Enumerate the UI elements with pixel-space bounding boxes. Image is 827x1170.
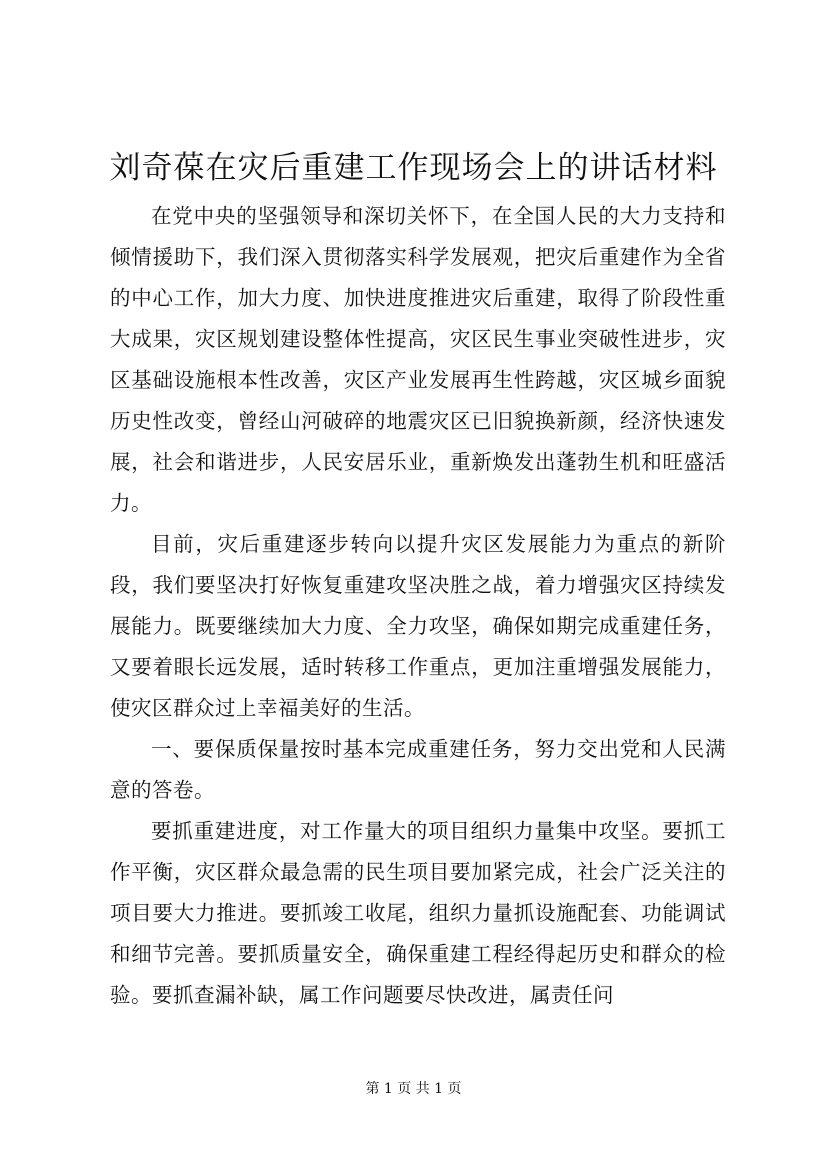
page-footer bbox=[0, 1079, 827, 1099]
document-body bbox=[110, 196, 726, 1016]
page-number-label: 第 1 页 共 1 页 bbox=[365, 1081, 462, 1097]
paragraph-1: 在党中央的坚强领导和深切关怀下，在全国人民的大力支持和倾情援助下，我们深入贯彻落实科学发展观，把灾后重建作为全省的中心工作，加大力度、加快进度推进灾后重建，取得了阶段性重大成果，灾区规划建设整体性提高，灾区民生事业突破性进步，灾区基础设施根本性改善，灾区产业发展再生性跨越，灾区城乡面貌历史性改变，曾经山河破碎的地震灾区已旧貌换新颜，经济快速发展，社会和谐进步，人民安居乐业，重新焕发出蓬勃生机和旺盛活力。 bbox=[110, 204, 726, 515]
paragraph-3: 一、要保质保量按时基本完成重建任务，努力交出党和人民满意的答卷。 bbox=[110, 737, 726, 802]
document-title: 刘奇葆在灾后重建工作现场会上的讲话材料 bbox=[109, 150, 718, 186]
paragraph-4: 要抓重建进度，对工作量大的项目组织力量集中攻坚。要抓工作平衡，灾区群众最急需的民生项目要加紧完成，社会广泛关注的项目要大力推进。要抓竣工收尾，组织力量抓设施配套、功能调试和细节完善。要抓质量安全，确保重建工程经得起历史和群众的检验。要抓查漏补缺，属工作问题要尽快改进，属责任问 bbox=[110, 819, 726, 1007]
paragraph-2: 目前，灾后重建逐步转向以提升灾区发展能力为重点的新阶段，我们要坚决打好恢复重建攻坚决胜之战，着力增强灾区持续发展能力。既要继续加大力度、全力攻坚，确保如期完成重建任务，又要着眼长远发展，适时转移工作重点，更加注重增强发展能力，使灾区群众过上幸福美好的生活。 bbox=[110, 532, 726, 720]
